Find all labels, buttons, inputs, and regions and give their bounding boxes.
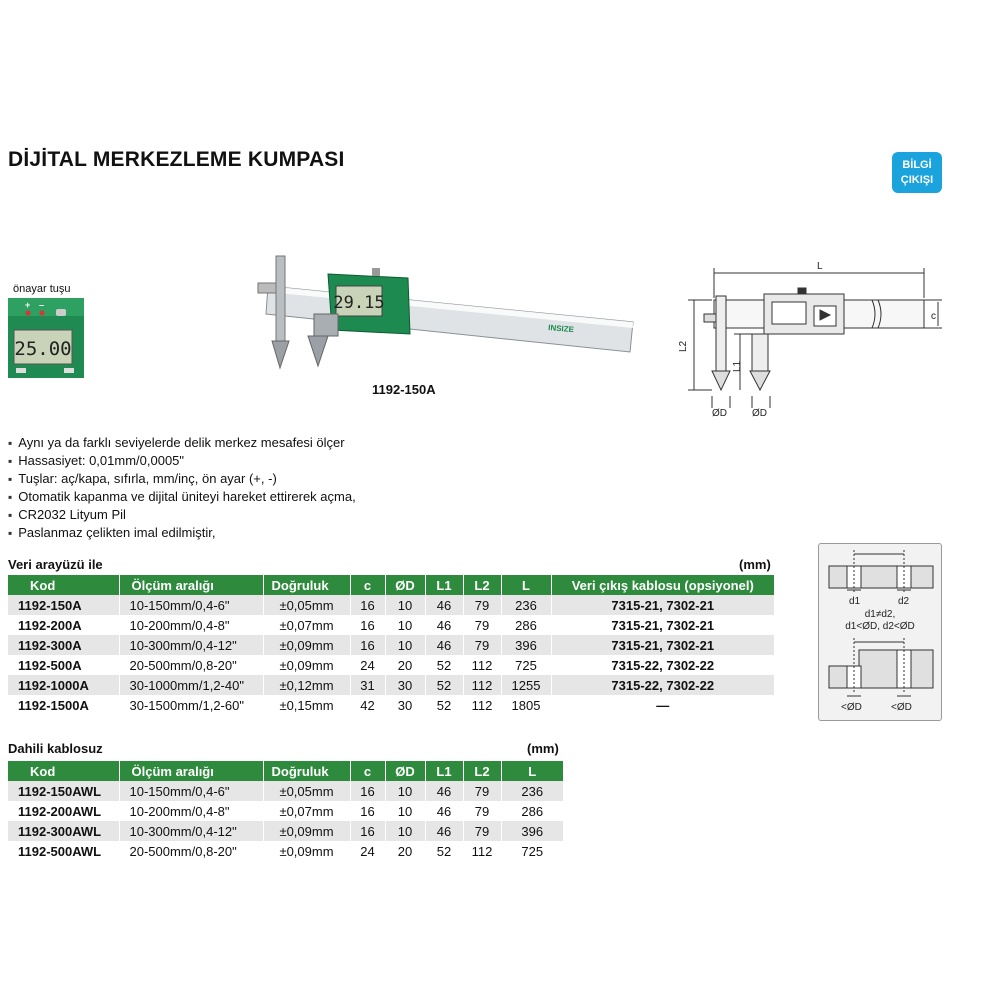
cell-c: 31	[350, 675, 385, 695]
feature-item: ▪ Tuşlar: aç/kapa, sıfırla, mm/inç, ön ayar (+, -)	[8, 470, 356, 488]
cell-code: 1192-1500A	[18, 697, 89, 713]
cell-l: 1805	[501, 695, 551, 715]
table-header-row	[8, 575, 774, 595]
cell-l: 286	[501, 801, 563, 821]
cell-l2: 79	[463, 635, 501, 655]
cell-range: 10-300mm/0,4-12"	[119, 635, 263, 655]
cell-d: 10	[385, 635, 425, 655]
cell-cable: —	[551, 695, 774, 715]
table-row	[8, 635, 774, 655]
spec-table-wireless	[8, 761, 563, 861]
col-header: Doğruluk	[263, 575, 350, 595]
dim-D1-label: ØD	[712, 408, 727, 418]
preset-plus-label: +	[25, 300, 31, 310]
dim-D2-label: ØD	[752, 408, 767, 418]
preset-key-label: önayar tuşu	[13, 283, 71, 295]
cell-range: 30-1500mm/1,2-60"	[119, 695, 263, 715]
cell-d: 10	[385, 801, 425, 821]
cell-l: 286	[501, 615, 551, 635]
dimension-drawing	[672, 258, 947, 418]
cell-code: 1192-300A	[8, 635, 119, 655]
cell-code: 1192-200AWL	[18, 803, 102, 819]
cell-code: 1192-150AWL	[8, 781, 119, 801]
cell-accuracy: ±0,09mm	[263, 841, 350, 861]
cell-code: 1192-300AWL	[8, 821, 119, 841]
cell-l2: 112	[463, 655, 501, 675]
table-row	[8, 675, 774, 695]
cell-d: 10	[385, 821, 425, 841]
cell-l1: 52	[425, 655, 463, 675]
cell-l1: 46	[425, 821, 463, 841]
cell-c: 16	[350, 595, 385, 615]
dim-c-label: c	[931, 311, 936, 322]
table-row	[8, 841, 563, 861]
cell-range: 10-300mm/0,4-12"	[119, 821, 263, 841]
diagram-graphic	[819, 544, 941, 720]
cell-accuracy: ±0,09mm	[263, 655, 350, 675]
cell-code: 1192-500AWL	[18, 843, 102, 859]
page-title: DİJİTAL MERKEZLEME KUMPASI	[8, 148, 345, 171]
cell-l: 725	[501, 655, 551, 675]
diagram-d2-label: d2	[898, 596, 910, 607]
cell-l: 1255	[501, 675, 551, 695]
cell-l1: 52	[425, 675, 463, 695]
table-row	[8, 655, 774, 675]
cell-cable: 7315-22, 7302-22	[551, 655, 774, 675]
cell-cable: 7315-21, 7302-21	[551, 635, 774, 655]
cell-d: 10	[385, 595, 425, 615]
cell-d: 30	[385, 695, 425, 715]
diagram-d1-label: d1	[849, 596, 861, 607]
table1-unit: (mm)	[739, 557, 771, 572]
col-header: Doğruluk	[263, 761, 350, 781]
preset-minus-label: –	[39, 300, 45, 310]
cell-accuracy: ±0,07mm	[263, 615, 350, 635]
diagram-note2: d1<ØD, d2<ØD	[845, 621, 915, 632]
table-row	[8, 595, 774, 615]
cell-l2: 79	[463, 595, 501, 615]
cell-l: 236	[501, 781, 563, 801]
cell-d: 30	[385, 675, 425, 695]
table-row	[8, 695, 774, 715]
table2-unit: (mm)	[527, 741, 559, 756]
cell-l1: 46	[425, 595, 463, 615]
col-header: ØD	[385, 575, 425, 595]
cell-d: 10	[385, 615, 425, 635]
cell-accuracy: ±0,15mm	[263, 695, 350, 715]
cell-accuracy: ±0,05mm	[263, 595, 350, 615]
col-header: Ölçüm aralığı	[119, 761, 263, 781]
cell-c: 16	[350, 801, 385, 821]
cell-code: 1192-200A	[18, 617, 82, 633]
cell-code: 1192-500A	[18, 657, 82, 673]
cell-l: 236	[501, 595, 551, 615]
col-header: L	[501, 761, 563, 781]
feature-item: ▪ CR2032 Lityum Pil	[8, 506, 356, 524]
feature-item: ▪ Hassasiyet: 0,01mm/0,0005"	[8, 452, 356, 470]
cell-d: 20	[385, 655, 425, 675]
feature-item: ▪ Aynı ya da farklı seviyelerde delik merkez mesafesi ölçer	[8, 434, 356, 452]
cell-accuracy: ±0,07mm	[263, 801, 350, 821]
cell-l2: 79	[463, 615, 501, 635]
table-row	[8, 821, 563, 841]
cell-l2: 112	[463, 675, 501, 695]
cell-c: 16	[350, 615, 385, 635]
col-header: Kod	[8, 575, 119, 595]
col-header: L2	[463, 761, 501, 781]
col-header: Ölçüm aralığı	[119, 575, 263, 595]
col-header: L2	[463, 575, 501, 595]
cell-d: 10	[385, 781, 425, 801]
table-row	[8, 801, 563, 821]
cell-l: 396	[501, 635, 551, 655]
feature-item: ▪ Otomatik kapanma ve dijital üniteyi hareket ettirerek açma,	[8, 488, 356, 506]
table-header-row	[8, 761, 563, 781]
dim-L2-label: L2	[678, 340, 689, 352]
diagram-lt-d-left: <ØD	[841, 702, 862, 713]
feature-item: ▪ Paslanmaz çelikten imal edilmiştir,	[8, 524, 356, 542]
cell-c: 16	[350, 635, 385, 655]
col-header: c	[350, 761, 385, 781]
cell-accuracy: ±0,05mm	[263, 781, 350, 801]
data-output-badge	[892, 152, 942, 193]
cell-range: 30-1000mm/1,2-40"	[119, 675, 263, 695]
table-row	[8, 781, 563, 801]
col-header: c	[350, 575, 385, 595]
cell-c: 24	[350, 655, 385, 675]
preset-display-value: 25.00	[14, 338, 72, 360]
diagram-lt-d-right: <ØD	[891, 702, 912, 713]
feature-list	[8, 434, 356, 542]
cell-accuracy: ±0,12mm	[263, 675, 350, 695]
diagram-note1: d1≠d2,	[864, 609, 896, 620]
dim-L1-label: L1	[732, 360, 743, 372]
cell-accuracy: ±0,09mm	[263, 635, 350, 655]
cell-cable: 7315-21, 7302-21	[551, 595, 774, 615]
col-header: L1	[425, 761, 463, 781]
cell-c: 16	[350, 821, 385, 841]
cell-l2: 79	[463, 801, 501, 821]
caliper-product-image	[248, 246, 638, 376]
cell-c: 16	[350, 781, 385, 801]
cell-l1: 46	[425, 635, 463, 655]
spec-table-data-interface	[8, 575, 774, 715]
cell-l2: 79	[463, 781, 501, 801]
col-header: Kod	[8, 761, 119, 781]
cell-l: 396	[501, 821, 563, 841]
cell-range: 10-200mm/0,4-8"	[119, 801, 263, 821]
col-header: L	[501, 575, 551, 595]
badge-line1: BİLGİ	[902, 158, 932, 171]
dim-L-label: L	[817, 261, 823, 272]
cell-cable: 7315-21, 7302-21	[551, 615, 774, 635]
cell-l1: 52	[425, 695, 463, 715]
cell-range: 10-150mm/0,4-6"	[119, 595, 263, 615]
cell-cable: 7315-22, 7302-22	[551, 675, 774, 695]
cell-accuracy: ±0,09mm	[263, 821, 350, 841]
cell-l2: 112	[463, 841, 501, 861]
cell-range: 20-500mm/0,8-20"	[119, 841, 263, 861]
preset-key-inset-image	[8, 298, 84, 378]
badge-line2: ÇIKIŞI	[900, 173, 934, 186]
cell-l1: 52	[425, 841, 463, 861]
cell-l: 725	[501, 841, 563, 861]
table-row	[8, 615, 774, 635]
brand-label: INSIZE	[547, 323, 575, 335]
cell-range: 20-500mm/0,8-20"	[119, 655, 263, 675]
col-header: L1	[425, 575, 463, 595]
center-distance-diagram	[818, 543, 942, 721]
cell-l2: 79	[463, 821, 501, 841]
cell-l2: 112	[463, 695, 501, 715]
product-model-label: 1192-150A	[372, 382, 436, 397]
col-header: Veri çıkış kablosu (opsiyonel)	[551, 575, 774, 595]
cell-d: 20	[385, 841, 425, 861]
cell-code: 1192-150A	[8, 595, 119, 615]
cell-c: 24	[350, 841, 385, 861]
cell-l1: 46	[425, 781, 463, 801]
cell-range: 10-200mm/0,4-8"	[119, 615, 263, 635]
cell-l1: 46	[425, 615, 463, 635]
cell-l1: 46	[425, 801, 463, 821]
caliper-display-value: 29.15	[333, 293, 385, 313]
cell-c: 42	[350, 695, 385, 715]
cell-code: 1192-1000A	[8, 675, 119, 695]
table1-title: Veri arayüzü ile	[8, 557, 103, 572]
table2-title: Dahili kablosuz	[8, 741, 103, 756]
cell-range: 10-150mm/0,4-6"	[119, 781, 263, 801]
col-header: ØD	[385, 761, 425, 781]
